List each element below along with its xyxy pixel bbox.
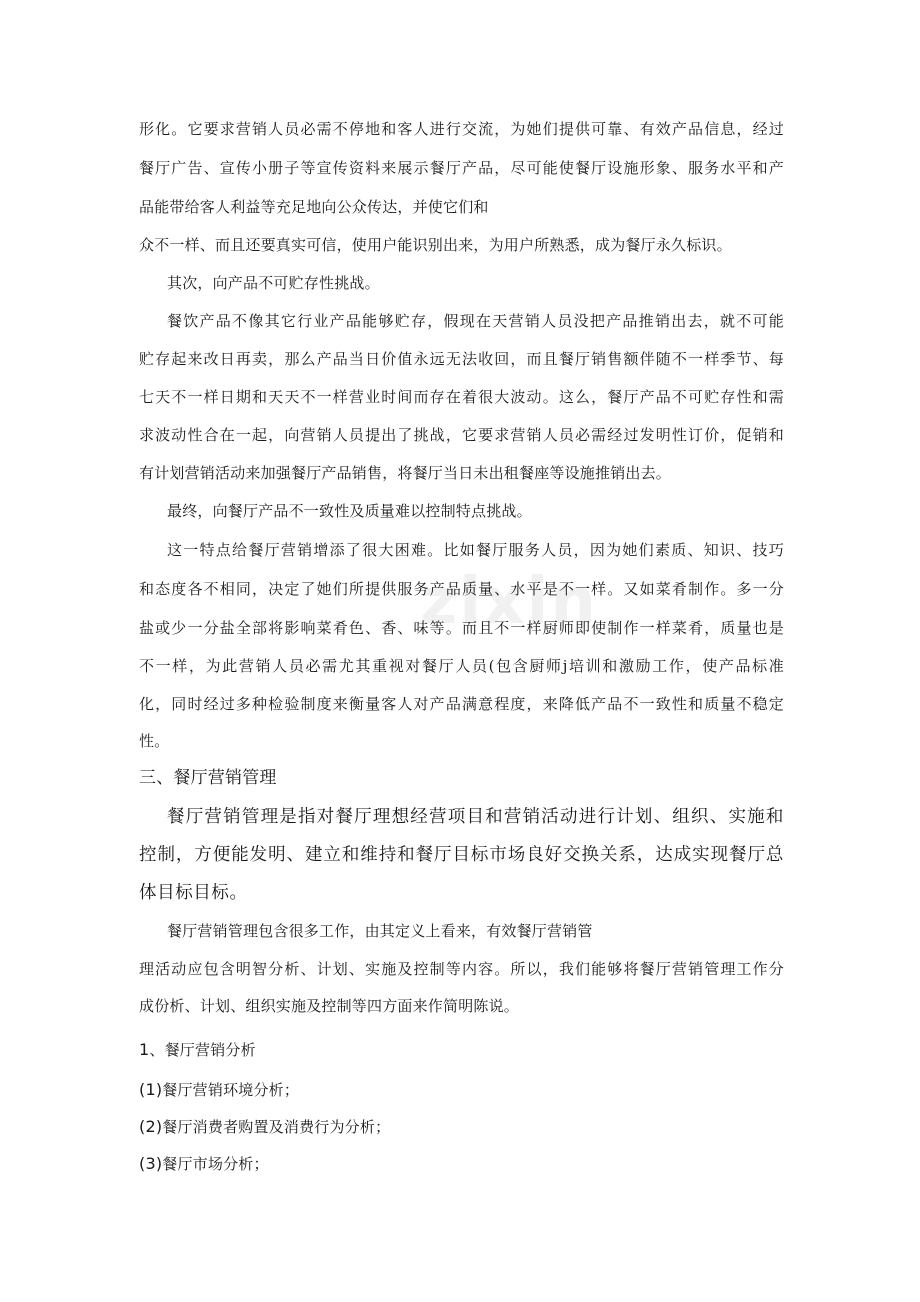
subsection-title: 、餐厅营销分析 xyxy=(149,1041,256,1059)
paragraph-line: 这一特点给餐厅营销增添了很大困难。比如餐厅服务人员，因为她们素质、知识、技巧 xyxy=(167,541,784,559)
paragraph-line: 餐饮产品不像其它行业产品能够贮存，假现在天营销人员没把产品推销出去，就不可能 xyxy=(167,312,784,330)
list-item-text: 餐厅市场分析； xyxy=(162,1155,269,1173)
paragraph-line: 餐厅广告、宣传小册子等宣传资料来展示餐厅产品，尽可能使餐厅设施形象、服务水平和产 xyxy=(139,159,784,177)
subsection-heading xyxy=(139,1040,784,1060)
paragraph-line: 盐或少一分盐全部将影响菜肴色、香、味等。而且不一样厨师即使制作一样菜肴，质量也是 xyxy=(139,619,784,637)
paragraph-line: 七天不一样日期和天天不一样营业时间而存在着很大波动。这么，餐厅产品不可贮存性和需 xyxy=(139,388,784,406)
list-item xyxy=(139,1154,784,1174)
paragraph-line: 形化。它要求营销人员必需不停地和客人进行交流，为她们提供可靠、有效产品信息，经过 xyxy=(139,120,784,138)
paragraph-line: 品能带给客人利益等充足地向公众传达，并使它们和 xyxy=(139,198,489,216)
paragraph-line: 众不一样、而且还要真实可信，使用户能识别出来，为用户所熟悉，成为餐厅永久标识。 xyxy=(139,236,732,254)
list-item-number: (1) xyxy=(139,1080,163,1099)
subsection-number: 1 xyxy=(139,1040,150,1059)
paragraph-line: 餐厅营销管理是指对餐厅理想经营项目和营销活动进行计划、组织、实施和 xyxy=(167,807,784,827)
paragraph-line: 贮存起来改日再卖，那么产品当日价值永远无法收回，而且餐厅销售额伴随不一样季节、每 xyxy=(139,350,784,368)
list-item-text: 餐厅消费者购置及消费行为分析； xyxy=(162,1118,391,1136)
paragraph-line: 其次，向产品不可贮存性挑战。 xyxy=(167,274,380,292)
paragraph-line: 成份析、计划、组织实施及控制等四方面来作简明陈说。 xyxy=(139,997,520,1015)
paragraph-line: 性。 xyxy=(139,732,170,750)
paragraph-line: 控制，方便能发明、建立和维持和餐厅目标市场良好交换关系，达成实现餐厅总 xyxy=(139,845,784,865)
paragraph-line: 求波动性合在一起，向营销人员提出了挑战，它要求营销人员必需经过发明性订价，促销和 xyxy=(139,426,784,444)
list-item xyxy=(139,1080,784,1100)
list-item-number: (2) xyxy=(139,1117,163,1136)
paragraph-line: 和态度各不相同，决定了她们所提供服务产品质量、水平是不一样。又如菜肴制作。多一分 xyxy=(139,580,784,598)
paragraph-line: 餐厅营销管理包含很多工作，由其定义上看来，有效餐厅营销管 xyxy=(167,922,593,940)
watermark: zixin xyxy=(420,565,598,639)
list-item xyxy=(139,1117,784,1137)
paragraph-line: 理活动应包含明智分析、计划、实施及控制等内容。所以，我们能够将餐厅营销管理工作分 xyxy=(139,960,784,978)
section-heading: 三、餐厅营销管理 xyxy=(139,768,277,788)
paragraph-line: 最终，向餐厅产品不一致性及质量难以控制特点挑战。 xyxy=(167,502,532,520)
list-item-number: (3) xyxy=(139,1154,163,1173)
paragraph-line: 体目标目标。 xyxy=(139,883,248,903)
paragraph-line: 不一样，为此营销人员必需尤其重视对餐厅人员(包含厨师j培训和激励工作，使产品标准 xyxy=(139,657,784,675)
paragraph-line: 有计划营销活动来加强餐厅产品销售，将餐厅当日未出租餐座等设施推销出去。 xyxy=(139,464,672,482)
list-item-text: 餐厅营销环境分析； xyxy=(162,1081,300,1099)
paragraph-line: 化，同时经过多种检验制度来衡量客人对产品满意程度，来降低产品不一致性和质量不稳定 xyxy=(139,695,784,713)
